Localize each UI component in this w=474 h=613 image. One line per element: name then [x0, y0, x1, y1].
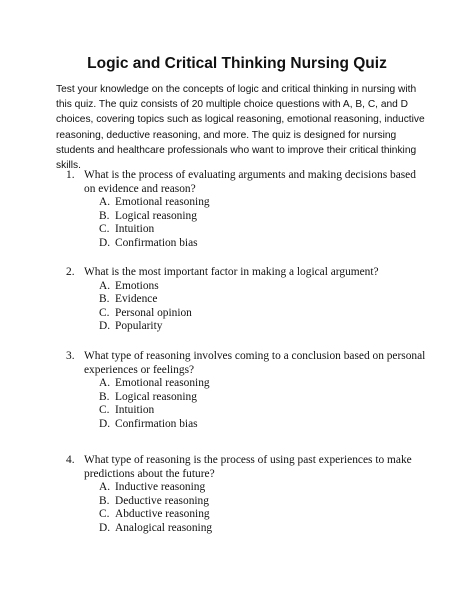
- option-letter: A.: [99, 481, 111, 494]
- option-text: Popularity: [115, 320, 163, 333]
- option-text: Inductive reasoning: [115, 481, 206, 494]
- answer-option: [99, 280, 426, 294]
- answer-option: [99, 418, 426, 432]
- answer-option: [99, 223, 426, 237]
- option-text: Deductive reasoning: [115, 494, 209, 507]
- option-letter: C.: [99, 306, 110, 319]
- option-letter: B.: [99, 494, 110, 507]
- question-number: 4.: [66, 454, 75, 466]
- option-letter: D.: [99, 417, 111, 430]
- answer-option: [99, 293, 426, 307]
- question-item: [66, 169, 426, 251]
- option-text: Confirmation bias: [115, 236, 198, 249]
- answer-option: [99, 508, 426, 522]
- option-text: Abductive reasoning: [115, 508, 210, 521]
- option-text: Emotions: [115, 279, 159, 292]
- option-letter: B.: [99, 293, 110, 306]
- answer-option: [99, 196, 426, 210]
- question-number: 2.: [66, 266, 75, 278]
- question-text: What type of reasoning involves coming to a conclusion based on personal experiences or feelings?: [84, 350, 426, 376]
- option-list: [66, 481, 426, 535]
- option-list: [66, 377, 426, 431]
- answer-option: [99, 404, 426, 418]
- answer-option: [99, 522, 426, 536]
- option-list: [66, 280, 426, 334]
- option-text: Intuition: [115, 223, 155, 236]
- option-text: Logical reasoning: [115, 390, 197, 403]
- option-text: Emotional reasoning: [115, 196, 210, 209]
- option-text: Logical reasoning: [115, 209, 197, 222]
- answer-option: [99, 495, 426, 509]
- option-letter: D.: [99, 521, 111, 534]
- option-letter: A.: [99, 377, 111, 390]
- option-letter: D.: [99, 236, 111, 249]
- option-letter: C.: [99, 223, 110, 236]
- answer-option: [99, 307, 426, 321]
- question-number: 3.: [66, 350, 75, 362]
- question-item: [66, 454, 426, 536]
- option-letter: A.: [99, 196, 111, 209]
- question-text: What is the most important factor in making a logical argument?: [84, 266, 379, 278]
- option-letter: C.: [99, 404, 110, 417]
- answer-option: [99, 237, 426, 251]
- question-text: What type of reasoning is the process of using past experiences to make predictions about the future?: [84, 454, 412, 480]
- question-item: [66, 350, 426, 432]
- page-title: Logic and Critical Thinking Nursing Quiz: [87, 55, 387, 72]
- question-text: What is the process of evaluating arguments and making decisions based on evidence and reason?: [84, 169, 416, 195]
- answer-option: [99, 391, 426, 405]
- option-letter: A.: [99, 279, 111, 292]
- option-letter: B.: [99, 209, 110, 222]
- answer-option: [99, 481, 426, 495]
- option-letter: D.: [99, 320, 111, 333]
- option-letter: C.: [99, 508, 110, 521]
- option-list: [66, 196, 426, 250]
- option-letter: B.: [99, 390, 110, 403]
- answer-option: [99, 320, 426, 334]
- answer-option: [99, 377, 426, 391]
- option-text: Confirmation bias: [115, 417, 198, 430]
- question-number: 1.: [66, 169, 75, 181]
- intro-paragraph: Test your knowledge on the concepts of logic and critical thinking in nursing with this quiz. The quiz consists of 20 multiple choice questions with A, B, C, and D choices, covering topics such as logical reasoning, emotional reasoning, inductive reasoning, deductive reasoning, and more. The quiz is designed for nursing students and healthcare professionals who want to improve their critical thinking skills.: [56, 84, 425, 172]
- option-text: Personal opinion: [115, 306, 192, 319]
- option-text: Analogical reasoning: [115, 521, 213, 534]
- option-text: Intuition: [115, 404, 155, 417]
- question-item: [66, 266, 426, 334]
- answer-option: [99, 210, 426, 224]
- option-text: Evidence: [115, 293, 158, 306]
- option-text: Emotional reasoning: [115, 377, 210, 390]
